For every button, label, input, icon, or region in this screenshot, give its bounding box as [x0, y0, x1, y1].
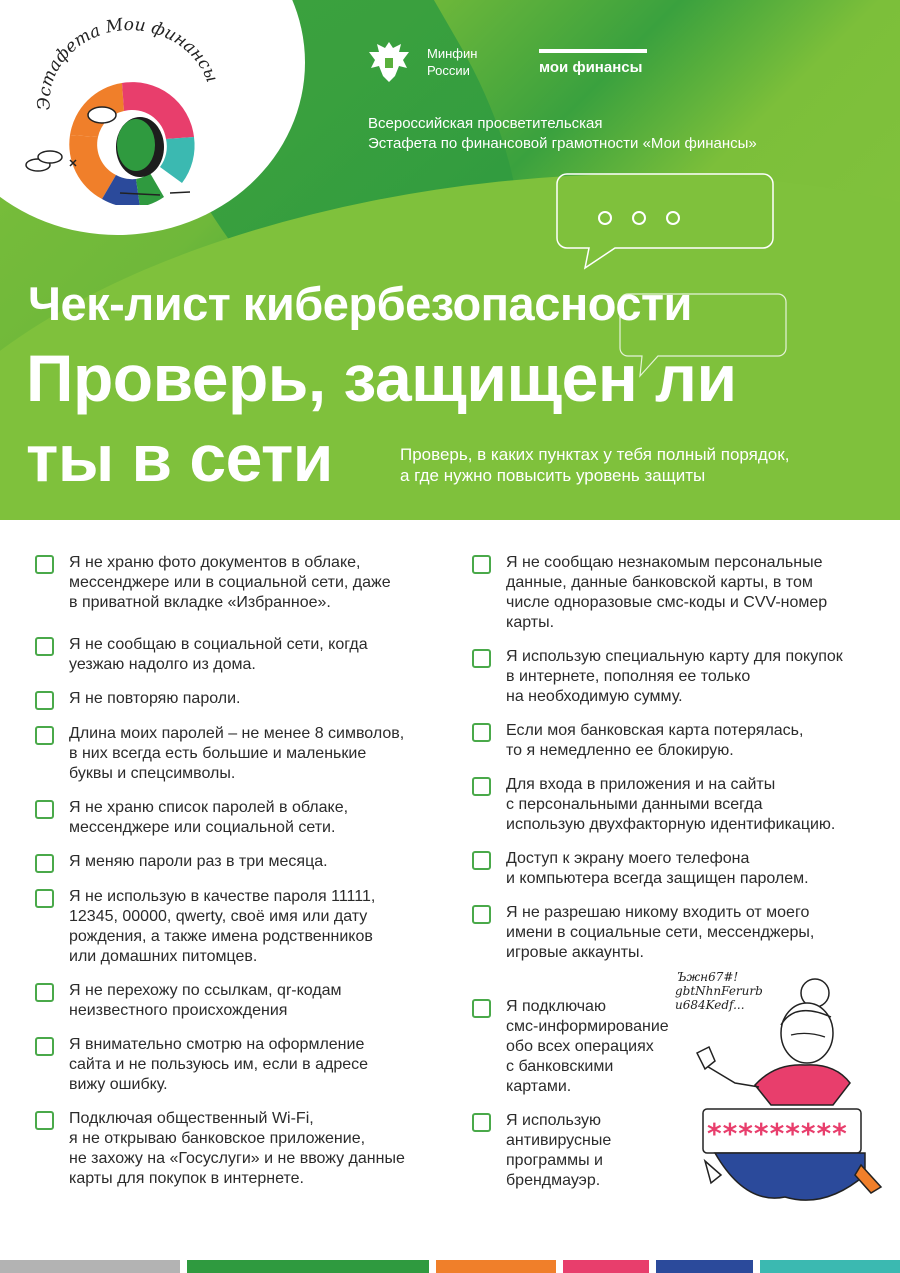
subtitle: Проверь, в каких пунктах у тебя полный порядок, а где нужно повысить уровень защиты	[400, 445, 790, 485]
item-text: Я не разрешаю никому входить от моего имени в социальные сети, мессенджеры, игровые аккаунты.	[506, 904, 815, 961]
eagle-emblem-icon	[365, 38, 413, 86]
item-text: Я не сообщаю в социальной сети, когда уезжаю надолго из дома.	[69, 636, 368, 673]
checkbox[interactable]	[472, 851, 491, 870]
item-text: Я не сообщаю незнакомым персональные данные, данные банковской карты, в том числе одноразовые смс-коды и CVV-номер карты.	[506, 554, 828, 631]
checkbox[interactable]	[35, 983, 54, 1002]
relay-line-2: Эстафета по финансовой грамотности «Мои финансы»	[368, 135, 757, 152]
checkbox[interactable]	[472, 649, 491, 668]
checkbox[interactable]	[35, 1111, 54, 1130]
relay-caption	[368, 114, 757, 154]
header-banner	[0, 0, 900, 520]
checkbox[interactable]	[35, 1037, 54, 1056]
item-text: Подключая общественный Wi-Fi, я не открываю банковское приложение, не захожу на «Госуслуги» и не ввожу данные карты для покупок в интернете.	[69, 1110, 405, 1187]
item-text: Я не повторяю пароли.	[69, 690, 241, 707]
checklist-item	[472, 553, 892, 633]
checklist-item	[35, 1035, 455, 1095]
item-text: Доступ к экрану моего телефона и компьютера всегда защищен паролем.	[506, 850, 809, 887]
minfin-label: Минфин России	[427, 46, 478, 78]
item-text: Я не перехожу по ссылкам, qr-кодам неизвестного происхождения	[69, 982, 342, 1019]
checklist-item	[35, 798, 455, 838]
checkbox[interactable]	[35, 555, 54, 574]
relay-logo	[10, 15, 230, 205]
item-text: Я не храню список паролей в облаке, мессенджере или социальной сети.	[69, 799, 349, 836]
checklist-item	[35, 553, 455, 613]
bottom-strip-orange	[436, 1260, 556, 1273]
girl-password-illustration	[675, 965, 890, 1225]
checklist-item	[472, 903, 892, 963]
checklist-item	[35, 981, 455, 1021]
checkbox[interactable]	[35, 854, 54, 873]
password-line-3: u684Kedf...	[675, 998, 745, 1012]
item-text: Я меняю пароли раз в три месяца.	[69, 853, 328, 870]
checklist-left	[35, 553, 455, 1189]
item-text: Я не храню фото документов в облаке, мессенджере или в социальной сети, даже в приватной вкладке «Избранное».	[69, 554, 391, 611]
title-line-1: Чек-лист кибербезопасности	[28, 277, 692, 330]
checklist-item	[472, 647, 892, 707]
item-text: Я внимательно смотрю на оформление сайта и не пользуюсь им, если в адресе вижу ошибку.	[69, 1036, 369, 1093]
government-branding	[365, 38, 647, 86]
checklist-item	[472, 775, 892, 835]
checkbox[interactable]	[472, 999, 491, 1018]
checklist-item	[472, 721, 892, 761]
password-line-1: Ъжн67#!	[677, 970, 739, 984]
title-line-3: ты в сети	[26, 421, 333, 495]
checkbox[interactable]	[472, 1113, 491, 1132]
bottom-strip-pink	[563, 1260, 649, 1273]
checkbox[interactable]	[472, 723, 491, 742]
checkbox[interactable]	[35, 889, 54, 908]
checkbox[interactable]	[472, 555, 491, 574]
bottom-strip-navy	[656, 1260, 753, 1273]
password-mask: *********	[707, 1117, 848, 1150]
item-text: Для входа в приложения и на сайты с персональными данными всегда использую двухфакторную идентификацию.	[506, 776, 836, 833]
checkbox[interactable]	[472, 905, 491, 924]
password-line-2: gbtNhnFerurb	[675, 984, 763, 998]
item-text: Я использую антивирусные программы и брендмауэр.	[506, 1112, 612, 1189]
item-text: Я не использую в качестве пароля 11111, 12345, 00000, qwerty, своё имя или дату рождения, а также имена родственников или домашних питомцев.	[69, 888, 376, 965]
item-text: Я использую специальную карту для покупок в интернете, пополняя ее только на необходимую сумму.	[506, 648, 843, 705]
chat-bubble-icon	[555, 172, 775, 272]
logo-arc-text: Эстафета Мои финансы	[34, 15, 222, 111]
item-text: Если моя банковская карта потерялась, то я немедленно ее блокирую.	[506, 722, 804, 759]
item-text: Я подключаю смс-информирование обо всех операциях с банковскими картами.	[506, 998, 669, 1095]
checklist-item	[35, 724, 455, 784]
relay-line-1: Всероссийская просветительская	[368, 115, 603, 132]
checkbox[interactable]	[35, 637, 54, 656]
brand-label: мои финансы	[539, 58, 643, 76]
checkbox[interactable]	[35, 800, 54, 819]
moi-finansy-brand	[539, 49, 647, 76]
bottom-strip-green	[187, 1260, 429, 1273]
item-text: Длина моих паролей – не менее 8 символов, в них всегда есть большие и маленькие буквы и спецсимволы.	[69, 725, 405, 782]
brand-bar	[539, 49, 647, 53]
checklist-item	[35, 852, 455, 873]
checkbox[interactable]	[35, 691, 54, 710]
title-line-2: Проверь, защищен ли	[26, 341, 737, 415]
checklist-item	[35, 1109, 455, 1189]
bottom-strip-teal	[760, 1260, 900, 1273]
checkbox[interactable]	[472, 777, 491, 796]
bottom-strip-gray	[0, 1260, 180, 1273]
checklist-item	[35, 887, 455, 967]
checklist-item	[35, 635, 455, 675]
checkbox[interactable]	[35, 726, 54, 745]
checklist-item	[472, 849, 892, 889]
checklist-item	[35, 689, 455, 710]
